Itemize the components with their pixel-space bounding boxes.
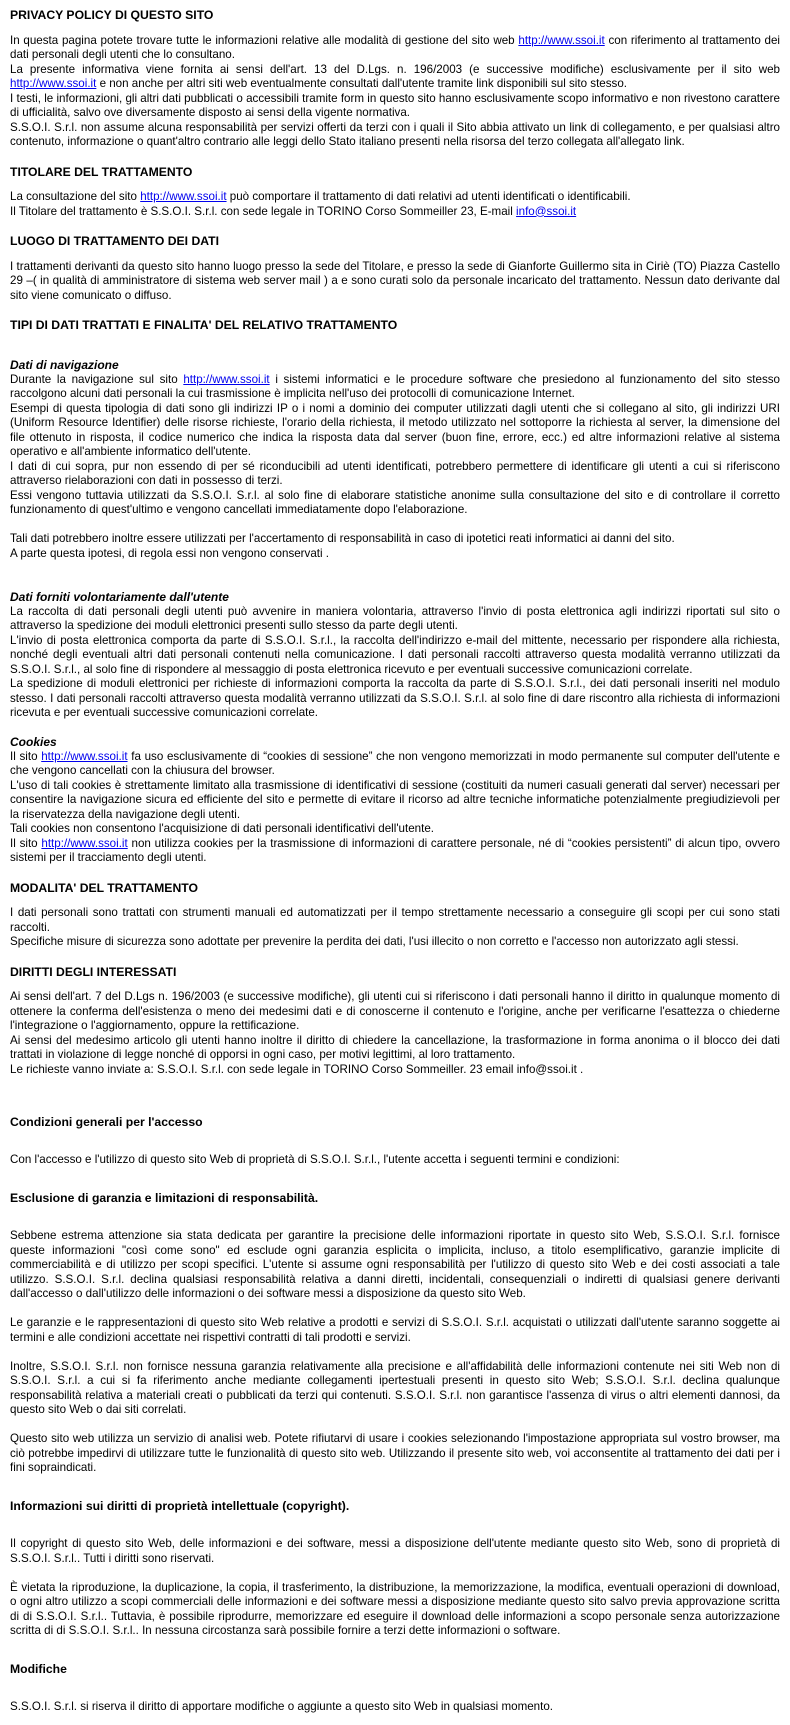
- text-run: e non anche per altri siti web eventualmente consultati dall'utente tramite link disponibili sul sito stesso.: [96, 77, 628, 90]
- section-heading: Condizioni generali per l'accesso: [10, 1115, 203, 1129]
- text-run: non utilizza cookies per la trasmissione di informazioni di carattere personale, né di “cookies persistenti” di alcun tipo, ovvero sistemi per il tracciamento degli utenti.: [10, 836, 781, 864]
- paragraph: [10, 63, 780, 92]
- paragraph: [10, 822, 780, 837]
- blank-line: [10, 1566, 780, 1581]
- paragraph: [10, 779, 780, 823]
- paragraph: [10, 460, 780, 489]
- section-heading: PRIVACY POLICY DI QUESTO SITO: [10, 8, 214, 22]
- text-run: Tali dati potrebbero inoltre essere utilizzati per l'accertamento di responsabilità in caso di ipotetici reati informatici ai danni del sito.: [10, 532, 675, 545]
- text-run: L'uso di tali cookies è strettamente limitato alla trasmissione di identificativi di sessione (costituiti da numeri casuali generati dal server) necessari per consentire la navigazione sicura ed efficiente del sito e permette di evitare il ricorso ad altre tecniche informatiche potenzialmente pregiudizievoli per la riservatezza della navigazione degli utenti.: [10, 778, 780, 821]
- text-run: La consultazione del sito: [10, 190, 141, 203]
- section-heading: Modifiche: [10, 1662, 67, 1676]
- section-heading: Dati forniti volontariamente dall'utente: [10, 590, 229, 604]
- section-heading: Informazioni sui diritti di proprietà intellettuale (copyright).: [10, 1499, 350, 1513]
- text-run: Esempi di questa tipologia di dati sono gli indirizzi IP o i nomi a dominio dei computer utilizzati dagli utenti che si collegano al sito, gli indirizzi URI (Uniform Resource Identifier) delle risorse richieste, l'orario della richiesta, il metodo utilizzato nel sottoporre la richiesta al server, la dimensione del file ottenuto in risposta, il codice numerico che indica la risposta data dal server (buon fine, errore, ecc.) ed altre informazioni relative al sistema operativo e all'ambiente informatico dell'utente.: [10, 401, 780, 458]
- link-ssoi[interactable]: http://www.ssoi.it: [140, 190, 227, 203]
- text-run: I dati personali sono trattati con strumenti manuali ed automatizzati per il tempo strettamente necessario a conseguire gli scopi per cui sono stati raccolti.: [10, 906, 780, 934]
- paragraph: [10, 1537, 780, 1566]
- text-run: La raccolta di dati personali degli utenti può avvenire in maniera volontaria, attraverso l'invio di posta elettronica agli indirizzi riportati sul sito o attraverso la spedizione dei moduli elettronici presenti sullo stesso da parte degli utenti.: [10, 604, 780, 632]
- paragraph: [10, 1229, 780, 1302]
- paragraph: [10, 92, 780, 121]
- paragraph: [10, 634, 780, 678]
- text-run: S.S.O.I. S.r.l. non assume alcuna responsabilità per servizi offerti da terzi con i quali il Sito abbia attivato un link di collegamento, e per qualsiasi altro contenuto, informazione o quant'altro contrario alle leggi dello Stato italiano presenti nella risorsa del terzo collegata all'allegato link.: [10, 120, 780, 148]
- paragraph: [10, 1063, 780, 1078]
- paragraph: [10, 1153, 780, 1168]
- link-ssoi[interactable]: http://www.ssoi.it: [10, 77, 97, 90]
- link-email[interactable]: info@ssoi.it: [516, 204, 577, 218]
- paragraph: [10, 260, 780, 304]
- text-run: Con l'accesso e l'utilizzo di questo sito Web di proprietà di S.S.O.I. S.r.l., l'utente accetta i seguenti termini e condizioni:: [10, 1153, 620, 1166]
- section-heading: MODALITA' DEL TRATTAMENTO: [10, 880, 198, 895]
- text-run: La presente informativa viene fornita ai sensi dell'art. 13 del D.Lgs. n. 196/2003 (e successive modifiche) esclusivamente per il sito web: [10, 62, 780, 76]
- paragraph: [10, 190, 780, 205]
- text-run: Le richieste vanno inviate a: S.S.O.I. S.r.l. con sede legale in TORINO Corso Sommeiller. 23 email info@ssoi.it .: [10, 1062, 584, 1076]
- blank-line: [10, 1523, 780, 1538]
- text-run: Il copyright di questo sito Web, delle informazioni e dei software, messi a disposizione dell'utente mediante questo sito Web, sono di proprietà di S.S.O.I. S.r.l.. Tutti i diritti sono riservati.: [10, 1537, 780, 1565]
- paragraph: [10, 1034, 780, 1063]
- document-body: [10, 8, 780, 1715]
- paragraph: [10, 677, 780, 721]
- text-run: i sistemi informatici e le procedure software che presiedono al funzionamento del sito stesso raccolgono alcuni dati personali la cui trasmissione è implicita nell'uso dei protocolli di comunicazione Internet.: [10, 372, 780, 400]
- paragraph: [10, 990, 780, 1034]
- text-run: Sebbene estrema attenzione sia stata dedicata per garantire la precisione delle informazioni riportate in questo sito Web, S.S.O.I. S.r.l. fornisce queste informazioni "così come sono" ed esclude ogni garanzia esplicita o implicita, incluso, a titolo esemplificativo, garanzie implicite di commerciabilità e di utilizzo per scopi specifici. L'utente si assume ogni responsabilità per l'utilizzo di questo sito Web e dei costi associati a tale utilizzo. S.S.O.I. S.r.l. declina qualsiasi responsabilità relativa a danni diretti, incidentali, consequenziali o indiretti di qualsiasi genere derivanti dall'accesso o dall'utilizzo delle informazioni o dei software messi a disposizione da questo sito Web.: [10, 1229, 780, 1300]
- text-run: Il sito: [10, 836, 42, 850]
- text-run: Durante la navigazione sul sito: [10, 372, 184, 386]
- section-heading: Cookies: [10, 735, 57, 749]
- text-run: Il sito: [10, 749, 42, 763]
- text-run: Ai sensi del medesimo articolo gli utenti hanno inoltre il diritto di chiedere la cancellazione, la trasformazione in forma anonima o il blocco dei dati trattati in violazione di legge nonché di opporsi in ogni caso, per motivi legittimi, al loro trattamento.: [10, 1033, 780, 1061]
- paragraph: [10, 605, 780, 634]
- text-run: può comportare il trattamento di dati relativi ad utenti identificati o identificabili.: [226, 190, 631, 203]
- blank-line: [10, 1345, 780, 1360]
- blank-line: [10, 1639, 780, 1654]
- link-ssoi[interactable]: http://www.ssoi.it: [41, 749, 128, 763]
- text-run: A parte questa ipotesi, di regola essi non vengono conservati .: [10, 546, 330, 560]
- text-run: I testi, le informazioni, gli altri dati pubblicati o accessibili tramite form in questo sito hanno esclusivamente scopo informativo e non rivestono carattere di ufficialità, salvo ove diversamente disposto ai sensi della vigente normativa.: [10, 91, 780, 119]
- paragraph: [10, 373, 780, 402]
- paragraph: [10, 532, 780, 547]
- link-ssoi[interactable]: http://www.ssoi.it: [41, 836, 128, 850]
- link-ssoi[interactable]: http://www.ssoi.it: [518, 33, 605, 47]
- paragraph: [10, 1581, 780, 1639]
- blank-line: [10, 1139, 780, 1154]
- text-run: Questo sito web utilizza un servizio di analisi web. Potete rifiutarvi di usare i cookies selezionando l'impostazione appropriata sul vostro browser, ma ciò potrebbe impedirvi di utilizzare tutte le funzionalità di questo sito web. Utilizzando il presente sito web, voi acconsentite al trattamento dei dati per i fini sopraindicati.: [10, 1432, 780, 1474]
- paragraph: [10, 547, 780, 562]
- section-heading: TITOLARE DEL TRATTAMENTO: [10, 164, 193, 179]
- paragraph: [10, 402, 780, 460]
- section-heading: LUOGO DI TRATTAMENTO DEI DATI: [10, 234, 219, 248]
- text-run: Inoltre, S.S.O.I. S.r.l. non fornisce nessuna garanzia relativamente alla precisione e all'affidabilità delle informazioni contenute nei siti Web non di S.S.O.I. S.r.l. a cui si fa riferimento anche mediante collegamenti ipertestuali presenti in questo sito Web; S.S.O.I. S.r.l. declina qualunque responsabilità relativa a materiali creati o pubblicati da terzi qui contenuti. S.S.O.I. S.r.l. non garantisce l'assenza di virus o altri elementi dannosi, da questo sito Web o dai siti correlati.: [10, 1359, 780, 1416]
- text-run: S.S.O.I. S.r.l. si riserva il diritto di apportare modifiche o aggiunte a questo sito Web in qualsiasi momento.: [10, 1700, 554, 1713]
- text-run: I dati di cui sopra, pur non essendo di per sé riconducibili ad utenti identificati, potrebbero permettere di identificare gli utenti a cui si riferiscono attraverso rielaborazioni con dati in possesso di terzi.: [10, 459, 780, 487]
- section-heading: Dati di navigazione: [10, 358, 119, 372]
- link-ssoi[interactable]: http://www.ssoi.it: [183, 372, 270, 386]
- blank-line: [10, 561, 780, 590]
- text-run: Tali cookies non consentono l'acquisizione di dati personali identificativi dell'utente.: [10, 822, 434, 835]
- paragraph: [10, 1432, 780, 1476]
- blank-line: [10, 1418, 780, 1433]
- paragraph: [10, 489, 780, 518]
- blank-line: [10, 1077, 780, 1106]
- text-run: I trattamenti derivanti da questo sito hanno luogo presso la sede del Titolare, e presso la sede di Gianforte Guillermo sita in Ciriè (TO) Piazza Castello 29 –( in qualità di amministratore di sistema web server mail ) a e sono curati solo da personale incaricato del trattamento. Nessun dato derivante dal sito viene comunicato o diffuso.: [10, 259, 780, 302]
- blank-line: [10, 721, 780, 736]
- paragraph: [10, 1360, 780, 1418]
- blank-line: [10, 518, 780, 533]
- text-run: In questa pagina potete trovare tutte le informazioni relative alle modalità di gestione del sito web: [10, 33, 519, 47]
- text-run: Essi vengono tuttavia utilizzati da S.S.O.I. S.r.l. al solo fine di elaborare statistiche anonime sulla consultazione del sito e di controllare il corretto funzionamento di quest'ultimo e vengono cancellati immediatamente dopo l'elaborazione.: [10, 488, 780, 516]
- paragraph: [10, 837, 780, 866]
- paragraph: [10, 1700, 780, 1715]
- text-run: Il Titolare del trattamento è S.S.O.I. S.r.l. con sede legale in TORINO Corso Sommeiller 23, E-mail: [10, 204, 517, 218]
- paragraph: [10, 750, 780, 779]
- section-heading: DIRITTI DEGLI INTERESSATI: [10, 964, 177, 979]
- blank-line: [10, 1168, 780, 1183]
- paragraph: [10, 34, 780, 63]
- paragraph: [10, 935, 780, 950]
- blank-line: [10, 344, 780, 359]
- section-heading: Esclusione di garanzia e limitazioni di responsabilità.: [10, 1191, 319, 1205]
- text-run: Le garanzie e le rappresentazioni di questo sito Web relative a prodotti e servizi di S.S.O.I. S.r.l. acquistati o utilizzati dall'utente saranno soggette ai termini e alle condizioni accettate nei rispettivi contratti di tali prodotti e servizi.: [10, 1316, 780, 1344]
- paragraph: [10, 205, 780, 220]
- text-run: La spedizione di moduli elettronici per richieste di informazioni comporta la raccolta da parte di S.S.O.I. S.r.l., dei dati personali inseriti nel modulo stesso. I dati personali raccolti attraverso questa modalità verranno utilizzati da S.S.O.I. S.r.l. al solo fine di dare riscontro alla richiesta di informazioni ricevuta e per eventuali successive comunicazioni correlate.: [10, 677, 780, 719]
- text-run: con riferimento al trattamento dei dati personali degli utenti che lo consultano.: [10, 33, 780, 61]
- paragraph: [10, 906, 780, 935]
- text-run: Specifiche misure di sicurezza sono adottate per prevenire la perdita dei dati, l'usi illecito o non corretto e l'accesso non autorizzato agli stessi.: [10, 935, 739, 948]
- blank-line: [10, 1215, 780, 1230]
- text-run: L'invio di posta elettronica comporta da parte di S.S.O.I. S.r.l., la raccolta dell'indirizzo e-mail del mittente, necessario per rispondere alla richiesta, nonché degli eventuali altri dati personali contenuti nella comunicazione. I dati personali raccolti attraverso questa modalità verranno utilizzati da S.S.O.I. S.r.l., al solo fine di rispondere al messaggio di posta elettronica ricevuto e per eventuali successive comunicazioni correlate.: [10, 633, 780, 676]
- blank-line: [10, 1476, 780, 1491]
- text-run: È vietata la riproduzione, la duplicazione, la copia, il trasferimento, la distribuzione, la memorizzazione, la modifica, eventuali operazioni di download, o ogni altro utilizzo a scopi commerciali delle informazioni e dei software messi a disposizione mediante questo sito salvo previa approvazione scritta di di S.S.O.I. S.r.l.. Tuttavia, è possibile riprodurre, memorizzare ed eseguire il download delle informazioni a scopo personale senza autorizzazione scritta di di S.S.O.I. S.r.l.. In nessuna circostanza sarà possibile fornire a terzi dette informazioni o software.: [10, 1580, 780, 1637]
- text-run: Ai sensi dell'art. 7 del D.Lgs n. 196/2003 (e successive modifiche), gli utenti cui si riferiscono i dati personali hanno il diritto in qualunque momento di ottenere la conferma dell'esistenza o meno dei medesimi dati e di conoscerne il contenuto e l'origine, anche per verificarne l'esattezza o chiederne l'integrazione o l'aggiornamento, oppure la rettificazione.: [10, 990, 780, 1032]
- text-run: fa uso esclusivamente di “cookies di sessione” che non vengono memorizzati in modo permanente sul computer dell'utente e che vengono cancellati con la chiusura del browser.: [10, 749, 780, 777]
- blank-line: [10, 1302, 780, 1317]
- blank-line: [10, 1686, 780, 1701]
- section-heading: TIPI DI DATI TRATTATI E FINALITA' DEL RELATIVO TRATTAMENTO: [10, 318, 398, 332]
- paragraph: [10, 1316, 780, 1345]
- paragraph: [10, 121, 780, 150]
